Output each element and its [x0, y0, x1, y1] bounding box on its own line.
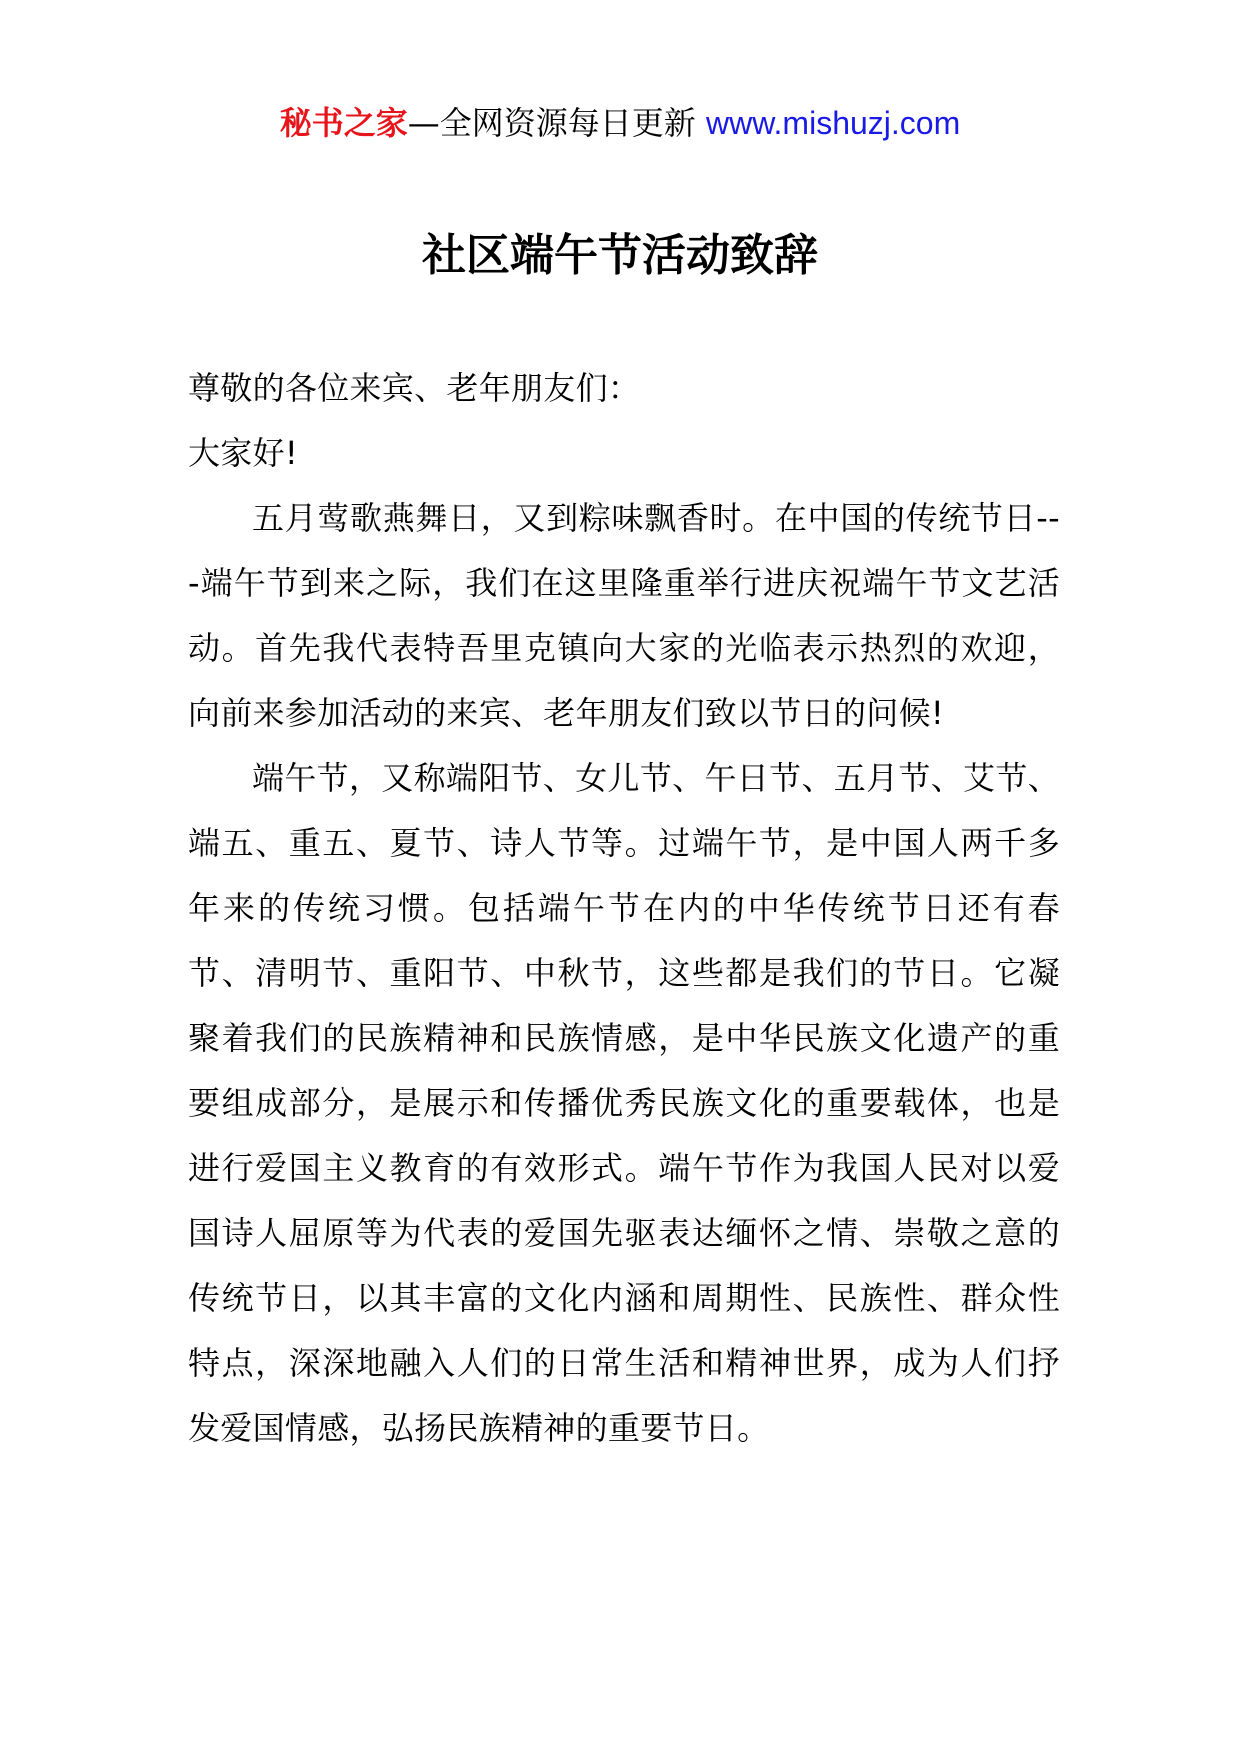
site-header — [0, 98, 1240, 148]
paragraph-festival: 端午节，又称端阳节、女儿节、午日节、五月节、艾节、端五、重五、夏节、诗人节等。过端午节，是中国人两千多年来的传统习惯。包括端午节在内的中华传统节日还有春节、清明节、重阳节、中秋节，这些都是我们的节日。它凝聚着我们的民族精神和民族情感，是中华民族文化遗产的重要组成部分，是展示和传播优秀民族文化的重要载体，也是进行爱国主义教育的有效形式。端午节作为我国人民对以爱国诗人屈原等为代表的爱国先驱表达缅怀之情、崇敬之意的传统节日，以其丰富的文化内涵和周期性、民族性、群众性特点，深深地融入人们的日常生活和精神世界，成为人们抒发爱国情感，弘扬民族精神的重要节日。 — [188, 759, 1060, 1447]
document-title: 社区端午节活动致辞 — [422, 230, 818, 281]
site-url-link[interactable]: www.mishuzj.com — [705, 105, 961, 141]
site-tagline: —全网资源每日更新 — [407, 104, 706, 142]
salutation: 尊敬的各位来宾、老年朋友们： — [188, 369, 641, 407]
paragraph-welcome: 五月莺歌燕舞日，又到粽味飘香时。在中国的传统节日---端午节到来之际，我们在这里隆重举行进庆祝端午节文艺活动。首先我代表特吾里克镇向大家的光临表示热烈的欢迎，向前来参加活动的来宾、老年朋友们致以节日的问候! — [188, 499, 1060, 732]
site-brand: 秘书之家 — [279, 104, 408, 142]
document-body — [188, 356, 1060, 1461]
greeting: 大家好! — [188, 434, 299, 472]
